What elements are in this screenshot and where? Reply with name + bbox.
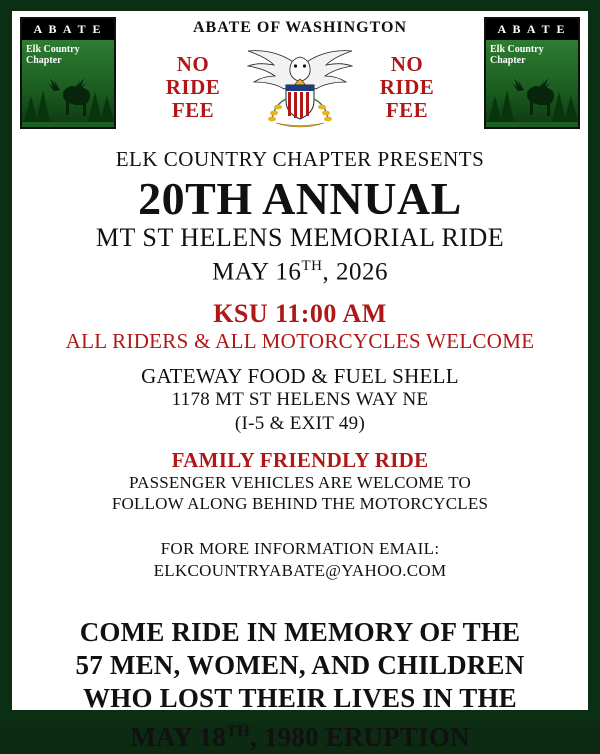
left-logo-caption: Elk Country Chapter [26,44,80,66]
presents-line: ELK COUNTRY CHAPTER PRESENTS [115,147,485,171]
no-ride-fee-right: NO RIDE FEE [379,51,435,122]
poster-content [12,143,588,754]
ride-date-post: , 2026 [322,258,388,286]
venue-address: 1178 MT ST HELENS WAY NE [171,389,429,411]
eruption-date-pre: MAY 18 [130,722,227,753]
welcome-line: ALL RIDERS & ALL MOTORCYCLES WELCOME [65,329,535,354]
ksu-time: KSU 11:00 AM [213,299,387,329]
elk-icon [40,70,100,120]
venue-name: GATEWAY FOOD & FUEL SHELL [141,364,459,389]
memorial-line-4 [26,715,574,754]
contact-label: FOR MORE INFORMATION EMAIL: [160,539,440,559]
eruption-date-ordinal: TH [226,722,250,741]
left-chapter-logo [20,17,116,129]
ride-date-ordinal: TH [301,258,323,274]
event-title: 20TH ANNUAL [138,173,462,224]
poster-header [12,11,588,143]
ride-date-pre: MAY 16 [212,258,302,286]
emblem-row [116,39,484,135]
no-ride-fee-left: NO RIDE FEE [165,51,221,122]
elk-icon [504,70,564,120]
right-logo-brand: A B A T E [486,19,578,40]
poster [10,9,590,753]
abate-eagle-emblem [234,39,366,135]
memorial-line-3: WHO LOST THEIR LIVES IN THE [83,683,517,714]
memorial-line-2: 57 MEN, WOMEN, AND CHILDREN [75,650,525,681]
venue-exit: (I-5 & EXIT 49) [234,413,366,435]
family-friendly-heading: FAMILY FRIENDLY RIDE [171,448,429,473]
follow-line-2: FOLLOW ALONG BEHIND THE MOTORCYCLES [111,494,489,514]
ride-name: MT ST HELENS MEMORIAL RIDE [95,223,505,252]
memorial-line-1: COME RIDE IN MEMORY OF THE [79,617,521,648]
right-logo-caption: Elk Country Chapter [490,44,544,66]
contact-email[interactable]: ELKCOUNTRYABATE@YAHOO.COM [153,561,447,581]
memorial-block [26,616,574,754]
venue-block [26,364,574,436]
contact-block [26,538,574,582]
follow-line-1: PASSENGER VEHICLES ARE WELCOME TO [129,473,471,493]
header-center [116,17,484,135]
eruption-date-post: , 1980 ERUPTION [249,722,470,753]
left-logo-brand: A B A T E [22,19,114,40]
left-logo-artwork [22,40,114,122]
organization-title: ABATE OF WASHINGTON [192,19,407,36]
right-chapter-logo [484,17,580,129]
ride-date [26,252,574,286]
right-logo-artwork [486,40,578,122]
